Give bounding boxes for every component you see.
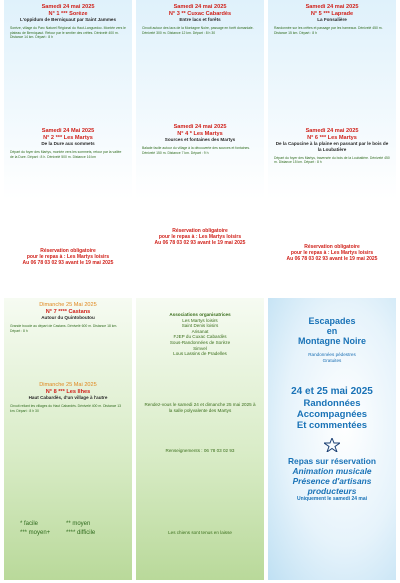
legend-difficult: **** difficile	[66, 530, 96, 536]
cover-dates	[272, 386, 392, 431]
line-repas: Repas sur réservation	[288, 456, 376, 466]
association-item: Simvel	[193, 345, 207, 351]
event-info	[144, 402, 256, 413]
footer-note	[144, 530, 256, 536]
dates: 24 et 25 mai 2025	[291, 386, 373, 397]
association-item: Arisanat	[191, 328, 209, 334]
hike-5-date: Samedi 24 mai 2025	[305, 4, 359, 10]
hike-1-subtitle: L'oppidum de Berniquaut par Saint Jammes	[19, 17, 117, 23]
hike-5	[274, 4, 390, 35]
hike-7-number: N° 7 **** Castans	[45, 308, 91, 315]
contact-text: Renseignements : 06 78 03 02 93	[165, 448, 235, 453]
subtitle-randonnees: Randonnées pédestres	[308, 352, 356, 357]
hike-4-number: N° 4 * Les Martys	[177, 130, 223, 137]
hike-4-body: Balade facile autour du village à la découverte des sources et fontaines. Dénivelé 150 m. Distance 7 km. Départ : 9 h	[142, 145, 251, 155]
reservation-phone: Au 06 78 03 02 93 avant le 19 mai 2025	[22, 260, 114, 267]
hike-8-number: N° 8 *** Les Ilhes	[45, 388, 91, 395]
reservation-block	[8, 248, 128, 267]
associations-title: Associations organisatrices	[169, 312, 231, 317]
panel-bottom-left	[4, 298, 132, 580]
hike-8	[10, 382, 126, 413]
hike-6-subtitle: De la Capucine à la plaine en passant par le bois de la Loubatière	[275, 141, 389, 152]
legend-easy: * facile	[20, 521, 39, 527]
hike-5-body: Randonnée sur les crêtes et passage par les hameaux. Dénivelé 450 m. Distance 15 km. Départ : 8 h	[274, 25, 383, 35]
hike-6-date: Samedi 24 mai 2025	[305, 128, 359, 134]
hike-7-date: Dimanche 25 Mai 2025	[39, 302, 97, 308]
reservation-title: Réservation obligatoire	[304, 244, 360, 250]
hike-4	[142, 124, 258, 155]
star-icon	[324, 438, 340, 452]
line-presence: Présence d'artisans	[292, 476, 372, 486]
hike-2-date: Samedi 24 Mai 2025	[41, 128, 95, 134]
hike-7-subtitle: Autour du Quintoboutou	[41, 315, 95, 321]
panel-cover	[268, 298, 396, 580]
hike-1-date: Samedi 24 mai 2025	[41, 4, 95, 10]
reservation-title: Réservation obligatoire	[40, 248, 96, 254]
title-montagne-noire: Montagne Noire	[297, 336, 366, 346]
hike-8-subtitle: Haut Cabardès, d'un village à l'autre	[28, 395, 108, 401]
reservation-line: pour le repas à : Les Martys loisirs	[26, 254, 110, 261]
line-unique: Uniquement le samedi 24 mai	[296, 496, 368, 502]
hike-2-subtitle: De la Dure aux sommets	[41, 141, 95, 147]
association-item: Les Martys loisirs	[182, 317, 218, 323]
association-item: Lous Lassins de Pradelles	[173, 351, 227, 357]
line-producteurs: producteurs	[307, 486, 357, 496]
reservation-title: Réservation obligatoire	[172, 228, 228, 234]
hike-5-number: N° 5 *** Laprade	[310, 10, 354, 17]
line-commentees: Et commentées	[296, 420, 368, 431]
hike-7-body: Grande boucle au départ de Castans. Dénivelé 600 m. Distance 18 km. Départ : 8 h	[10, 324, 118, 333]
hike-7	[10, 302, 126, 333]
hike-6	[274, 128, 390, 165]
hike-6-number: N° 6 *** Les Martys	[307, 134, 357, 141]
panel-top-left	[4, 0, 132, 285]
subtitle-gratuites: Gratuites	[322, 357, 342, 363]
title-escapades: Escapades	[308, 316, 356, 326]
hike-1-number: N° 1 *** Sorèze	[48, 10, 88, 17]
panel-top-middle	[136, 0, 264, 285]
contact-info	[144, 448, 256, 454]
hike-2	[10, 128, 126, 159]
hike-3-body: Circuit autour des lacs de la Montagne Noire, passage en forêt domaniale. Dénivelé 300 m. Distance 12 km. Départ : 8 h 30	[142, 25, 254, 35]
panel-top-right	[268, 0, 396, 285]
hike-2-number: N° 2 *** Les Martys	[43, 134, 93, 141]
line-animation: Animation musicale	[292, 466, 372, 476]
line-accompagnees: Accompagnées	[296, 409, 368, 420]
title-en: en	[326, 326, 338, 336]
hike-8-body: Circuit reliant les villages du Haut Cabardès. Dénivelé 400 m. Distance 13 km. Départ : 8 h 30	[10, 404, 122, 413]
cover-extras	[272, 456, 392, 503]
hike-1	[10, 4, 126, 40]
line-randonnees: Randonnées	[303, 398, 361, 409]
reservation-block	[272, 244, 392, 263]
reservation-phone: Au 06 78 03 02 93 avant le 19 mai 2025	[154, 240, 246, 247]
panel-bottom-middle	[136, 298, 264, 580]
cover-title	[272, 316, 392, 364]
hike-4-subtitle: Sources et fontaines des Martys	[164, 137, 236, 143]
hike-3	[142, 4, 258, 35]
associations	[142, 312, 258, 357]
hike-4-date: Samedi 24 mai 2025	[173, 124, 227, 130]
hike-3-date: Samedi 24 mai 2025	[173, 4, 227, 10]
event-info-text: Rendez-vous le samedi 24 et dimanche 25 mai 2025 à la salle polyvalente des Martys	[144, 402, 256, 413]
hike-6-body: Départ du foyer des Martys, traversée du bois de la Loubatière. Dénivelé 450 m. Distance 15 km. Départ : 8 h	[274, 155, 390, 165]
reservation-block	[140, 228, 260, 247]
hike-8-date: Dimanche 25 Mai 2025	[39, 382, 97, 388]
reservation-line: pour le repas à : Les Martys loisirs	[158, 234, 242, 241]
reservation-line: pour le repas à : Les Martys loisirs	[290, 250, 374, 257]
dogs-note: Les chiens sont tenus en laisse	[168, 530, 232, 535]
hike-1-body: Sorèze, village du Parc Naturel Régional du Haut-Languedoc. Montée vers le plateau de Berniquaut. Retour par le sentier des crêtes. Dénivelé 400 m. Distance 14 km. Départ : 8 h	[10, 25, 126, 40]
hike-3-subtitle: Entre lacs et forêts	[179, 17, 221, 23]
association-item: Sous-Randonnées de Sorèze	[169, 339, 231, 345]
association-item: Saint Denis loisirs	[181, 323, 219, 329]
hike-5-subtitle: La Fonsalière	[317, 17, 347, 23]
hike-2-body: Départ du foyer des Martys, montée vers les sommets, retour par la vallée de la Dure. Départ : 8 h. Dénivelé 500 m. Distance 16 km	[10, 149, 122, 159]
hike-3-number: N° 3 ** Cuxac Cabardès	[168, 10, 232, 17]
association-item: FJEP du Cuxac Cabardès	[173, 334, 227, 340]
legend-medium-plus: *** moyen+	[20, 530, 51, 536]
legend-medium: ** moyen	[66, 521, 91, 527]
reservation-phone: Au 06 78 03 02 93 avant le 19 mai 2025	[286, 256, 378, 263]
